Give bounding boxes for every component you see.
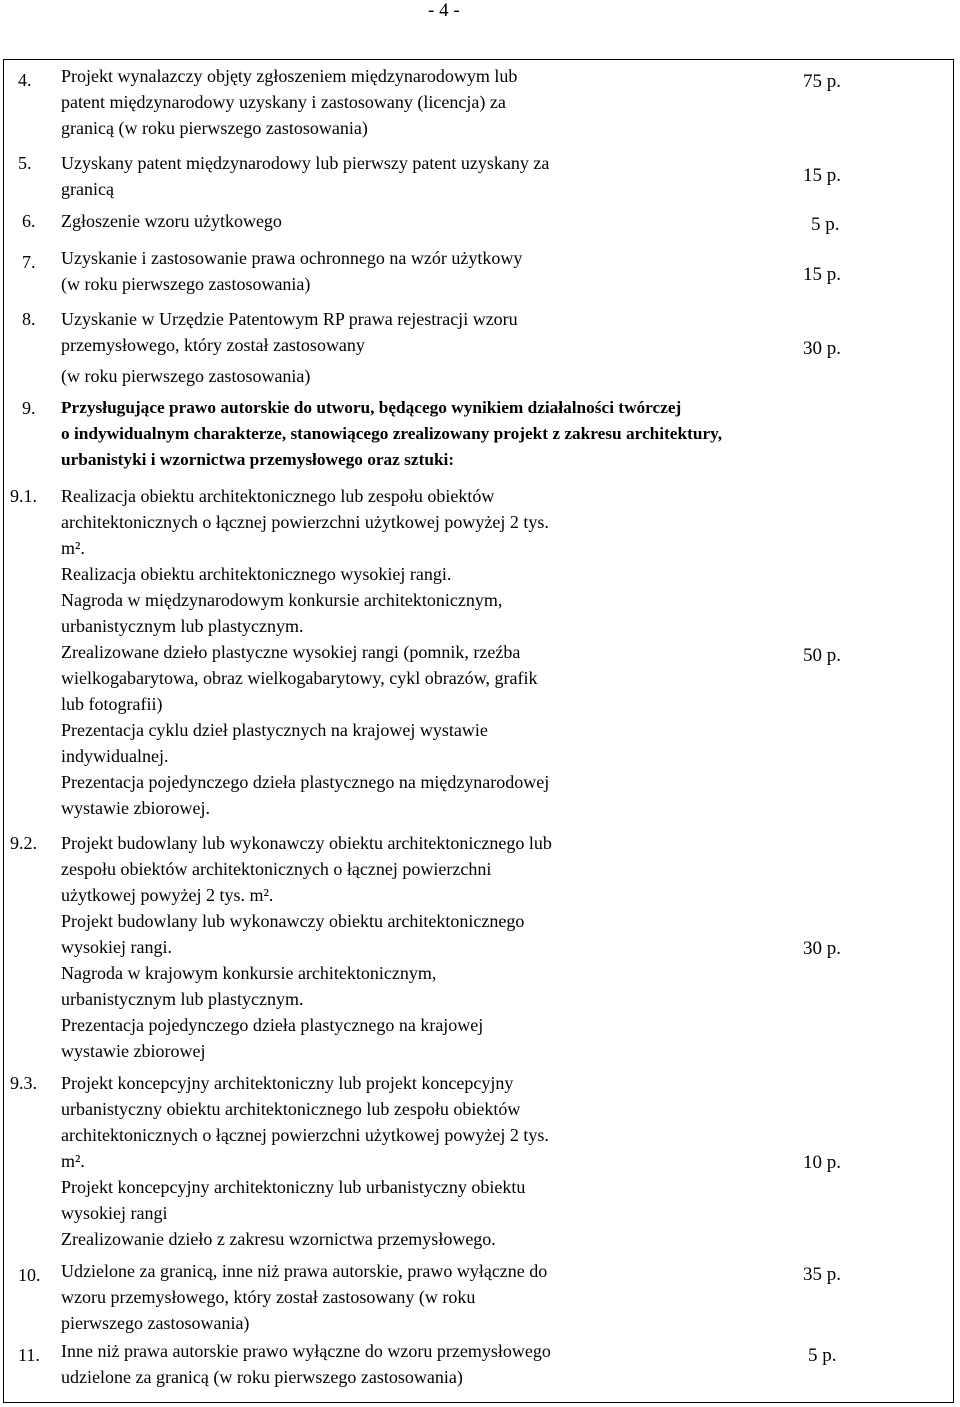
item-text-line: m².: [61, 538, 85, 558]
item-text-line: Inne niż prawa autorskie prawo wyłączne do wzoru przemysłowego: [61, 1341, 551, 1361]
item-text-line: o indywidualnym charakterze, stanowiącego zrealizowany projekt z zakresu architektury,: [61, 424, 723, 443]
item-text-line: wielkogabarytowa, obraz wielkogabarytowy, cykl obrazów, grafik: [61, 668, 538, 688]
item-text-line: urbanistyki i wzornictwa przemysłowego oraz sztuki:: [61, 450, 455, 469]
item-text-line: Realizacja obiektu architektonicznego wysokiej rangi.: [61, 564, 452, 584]
item-text-line: Projekt koncepcyjny architektoniczny lub projekt koncepcyjny: [61, 1073, 514, 1093]
item-text-line: zespołu obiektów architektonicznych o łącznej powierzchni: [61, 859, 492, 879]
item-number: 9.1.: [10, 486, 37, 506]
item-number: 8.: [22, 309, 36, 329]
item-text-line: pierwszego zastosowania): [61, 1313, 250, 1333]
item-description: [61, 1070, 549, 1252]
item-number: 10.: [18, 1265, 41, 1285]
item-text-line: wystawie zbiorowej.: [61, 798, 210, 818]
item-text-line: Prezentacja cyklu dzieł plastycznych na krajowej wystawie: [61, 720, 488, 740]
item-text-line: Projekt koncepcyjny architektoniczny lub urbanistyczny obiektu: [61, 1177, 526, 1197]
item-text-line: patent międzynarodowy uzyskany i zastosowany (licencja) za: [61, 92, 506, 112]
item-description: [61, 830, 552, 1064]
item-number: 9.3.: [10, 1073, 37, 1093]
item-number: 7.: [22, 252, 36, 272]
item-points: 15 p.: [803, 165, 841, 186]
item-text-line: Uzyskanie i zastosowanie prawa ochronnego na wzór użytkowy: [61, 248, 523, 268]
item-text-line: m².: [61, 1151, 85, 1171]
item-text-line: udzielone za granicą (w roku pierwszego zastosowania): [61, 1367, 463, 1387]
item-text-line: Realizacja obiektu architektonicznego lub zespołu obiektów: [61, 486, 495, 506]
item-points: 15 p.: [803, 264, 841, 285]
item-description: [61, 483, 549, 821]
item-description: [61, 1338, 551, 1390]
page-number: - 4 -: [428, 0, 460, 21]
item-points: 5 p.: [811, 214, 840, 235]
item-description: [61, 208, 282, 234]
item-text-line: użytkowej powyżej 2 tys. m².: [61, 885, 274, 905]
item-description: [61, 306, 518, 389]
item-text-line: urbanistycznym lub plastycznym.: [61, 989, 304, 1009]
item-text-line: architektonicznych o łącznej powierzchni użytkowej powyżej 2 tys.: [61, 512, 549, 532]
item-text-line: architektonicznych o łącznej powierzchni użytkowej powyżej 2 tys.: [61, 1125, 549, 1145]
item-points: 30 p.: [803, 338, 841, 359]
item-text-line: Udzielone za granicą, inne niż prawa autorskie, prawo wyłączne do: [61, 1261, 548, 1281]
item-text-line: Przysługujące prawo autorskie do utworu, będącego wynikiem działalności twórczej: [61, 398, 682, 417]
item-points: 75 p.: [803, 71, 841, 92]
item-points: 10 p.: [803, 1152, 841, 1173]
item-number: 4.: [18, 70, 32, 90]
item-text-line: (w roku pierwszego zastosowania): [61, 274, 311, 294]
item-description: [61, 63, 517, 141]
item-text-line: Nagroda w krajowym konkursie architektonicznym,: [61, 963, 437, 983]
item-text-line: Projekt budowlany lub wykonawczy obiektu architektonicznego lub: [61, 833, 552, 853]
item-text-line: urbanistyczny obiektu architektonicznego lub zespołu obiektów: [61, 1099, 521, 1119]
item-points: 5 p.: [808, 1345, 837, 1366]
item-text-line: indywidualnej.: [61, 746, 169, 766]
item-text-line: Projekt wynalazczy objęty zgłoszeniem międzynarodowym lub: [61, 66, 518, 86]
item-text-line: lub fotografii): [61, 694, 163, 714]
item-number: 9.2.: [10, 833, 37, 853]
item-text-line: Prezentacja pojedynczego dzieła plastycznego na międzynarodowej: [61, 772, 550, 792]
item-text-line: Prezentacja pojedynczego dzieła plastycznego na krajowej: [61, 1015, 484, 1035]
item-text-line: Nagroda w międzynarodowym konkursie architektonicznym,: [61, 590, 503, 610]
item-description: [61, 150, 549, 202]
section-heading: [61, 395, 722, 473]
item-text-line: Uzyskany patent międzynarodowy lub pierwszy patent uzyskany za: [61, 153, 550, 173]
item-text-line: Zrealizowane dzieło plastyczne wysokiej rangi (pomnik, rzeźba: [61, 642, 521, 662]
item-text-line: Uzyskanie w Urzędzie Patentowym RP prawa rejestracji wzoru: [61, 309, 518, 329]
item-points: 30 p.: [803, 938, 841, 959]
item-text-line: urbanistycznym lub plastycznym.: [61, 616, 304, 636]
item-description: [61, 1258, 547, 1336]
item-description: [61, 245, 522, 297]
item-number: 6.: [22, 211, 36, 231]
item-points: 50 p.: [803, 645, 841, 666]
item-text-line: granicą: [61, 179, 114, 199]
item-text-line: granicą (w roku pierwszego zastosowania): [61, 118, 368, 138]
item-text-line: wysokiej rangi: [61, 1203, 168, 1223]
item-number: 9.: [22, 398, 36, 418]
item-text-line: wzoru przemysłowego, który został zastosowany (w roku: [61, 1287, 476, 1307]
item-text-line: Zgłoszenie wzoru użytkowego: [61, 211, 282, 231]
item-text-line: (w roku pierwszego zastosowania): [61, 366, 311, 386]
item-text-line: przemysłowego, który został zastosowany: [61, 335, 365, 355]
item-text-line: wystawie zbiorowej: [61, 1041, 206, 1061]
item-text-line: Projekt budowlany lub wykonawczy obiektu architektonicznego: [61, 911, 525, 931]
item-text-line: Zrealizowanie dzieło z zakresu wzornictwa przemysłowego.: [61, 1229, 496, 1249]
item-number: 5.: [18, 153, 32, 173]
item-text-line: wysokiej rangi.: [61, 937, 172, 957]
item-number: 11.: [18, 1345, 40, 1365]
item-points: 35 p.: [803, 1264, 841, 1285]
